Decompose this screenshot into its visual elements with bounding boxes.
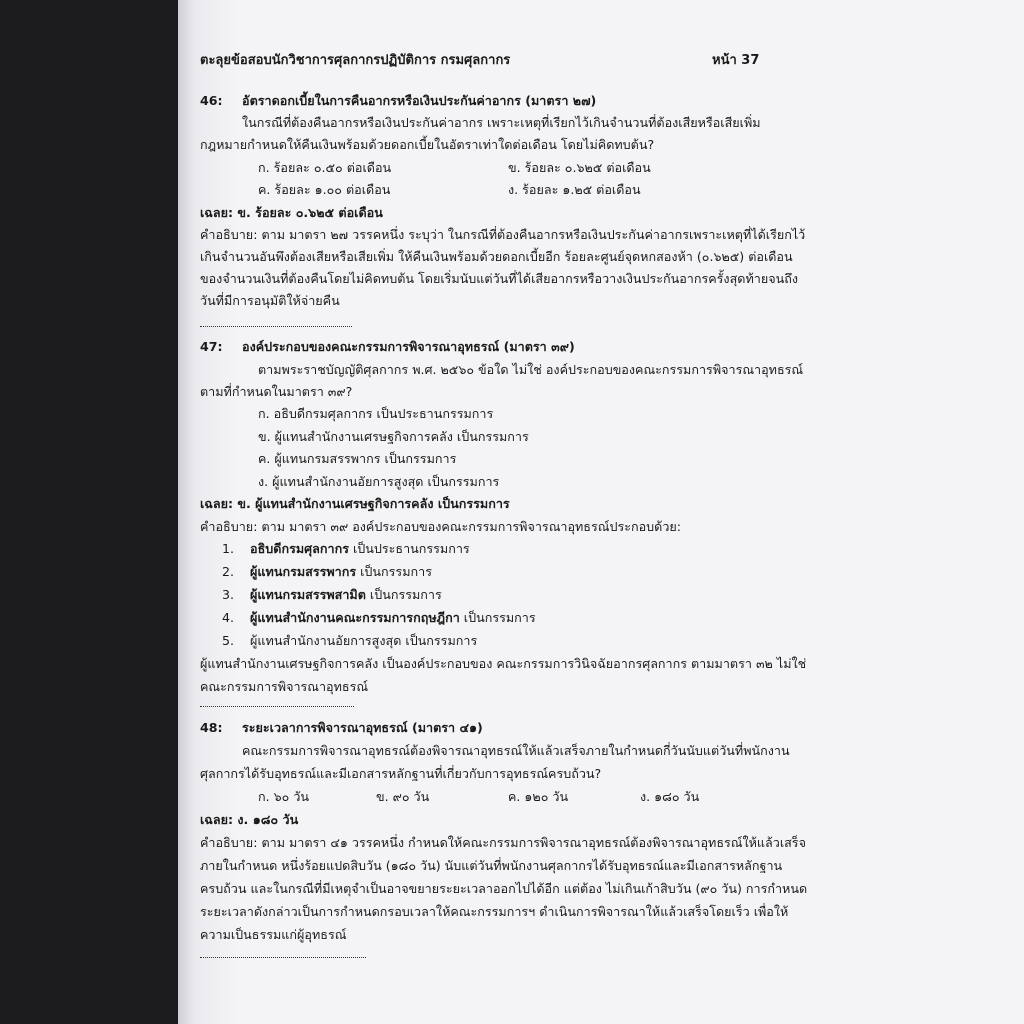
question-47-answer: เฉลย: ข. ผู้แทนสำนักงานเศรษฐกิจการคลัง เป็นกรรมการ (200, 496, 510, 511)
question-47-choice-a: ก. อธิบดีกรมศุลกากร เป็นประธานกรรมการ (258, 406, 494, 421)
member-role: เป็นกรรมการ (356, 564, 432, 579)
page-number: หน้า 37 (712, 53, 760, 68)
member-name: ผู้แทนกรมสรรพากร (250, 564, 357, 579)
question-47-note-line2: คณะกรรมการพิจารณาอุทธรณ์ (200, 679, 369, 694)
member-role: ผู้แทนสำนักงานอัยการสูงสุด เป็นกรรมการ (250, 633, 478, 648)
member-4 (222, 609, 536, 627)
question-46-choice-a: ก. ร้อยละ ๐.๕๐ ต่อเดือน (258, 160, 392, 175)
question-47-choice-c: ค. ผู้แทนกรมสรรพากร เป็นกรรมการ (258, 451, 457, 466)
question-48-answer: เฉลย: ง. ๑๘๐ วัน (200, 812, 299, 827)
section-divider (200, 706, 354, 707)
question-46-stem-line2: กฎหมายกำหนดให้คืนเงินพร้อมด้วยดอกเบี้ยในอัตราเท่าใดต่อเดือน โดยไม่คิดทบต้น? (200, 137, 655, 152)
question-48-stem-line2: ศุลกากรได้รับอุทธรณ์และมีเอกสารหลักฐานที่เกี่ยวกับการอุทธรณ์ครบถ้วน? (200, 766, 602, 781)
member-number: 5. (222, 633, 235, 648)
question-48-explanation-line2: ภายในกำหนด หนึ่งร้อยแปดสิบวัน (๑๘๐ วัน) นับแต่วันที่พนักงานศุลกากรได้รับอุทธรณ์และมีเอกสารหลักฐาน (200, 858, 783, 873)
question-46-choice-b: ข. ร้อยละ ๐.๖๒๕ ต่อเดือน (508, 160, 651, 175)
question-48-explanation-line4: ระยะเวลาดังกล่าวเป็นการกำหนดกรอบเวลาให้คณะกรรมการฯ ดำเนินการพิจารณาให้แล้วเสร็จโดยเร็ว เพื่อให้ (200, 904, 789, 919)
question-46-explanation-line4: วันที่มีการอนุมัติให้จ่ายคืน (200, 293, 340, 308)
question-46-answer: เฉลย: ข. ร้อยละ ๐.๖๒๕ ต่อเดือน (200, 205, 383, 220)
question-48-choice-a: ก. ๖๐ วัน (258, 789, 309, 804)
member-role: เป็นประธานกรรมการ (348, 541, 470, 556)
question-46-choice-d: ง. ร้อยละ ๑.๒๕ ต่อเดือน (508, 182, 641, 197)
member-number: 3. (222, 587, 235, 602)
question-47-explanation-intro: คำอธิบาย: ตาม มาตรา ๓๙ องค์ประกอบของคณะกรรมการพิจารณาอุทธรณ์ประกอบด้วย: (200, 519, 682, 534)
question-46-explanation-line2: เกินจำนวนอันพึงต้องเสียหรือเสียเพิ่ม ให้คืนเงินพร้อมด้วยดอกเบี้ยอีก ร้อยละศูนย์จุดหกสองห้า (๐.๖๒๕) ต่อเดือน (200, 249, 793, 264)
page-header-title: ตะลุยข้อสอบนักวิชาการศุลกากรปฏิบัติการ กรมศุลกากร (200, 53, 511, 68)
question-48-explanation-line5: ความเป็นธรรมแก่ผู้อุทธรณ์ (200, 927, 347, 942)
member-5 (222, 632, 477, 650)
question-46-number: 46: (200, 93, 223, 108)
member-name: อธิบดีกรมศุลกากร (250, 541, 349, 556)
member-number: 4. (222, 610, 235, 625)
member-role: เป็นกรรมการ (459, 610, 536, 625)
question-47-note-line1: ผู้แทนสำนักงานเศรษฐกิจการคลัง เป็นองค์ประกอบของ คณะกรรมการวินิจฉัยอากรศุลกากร ตามมาตรา ๓๒ ไม่ใช่ (200, 656, 807, 671)
question-46-explanation-line3: ของจำนวนเงินที่ต้องคืนโดยไม่คิดทบต้น โดยเริ่มนับแต่วันที่ได้เสียอากรหรือวางเงินประกันอากรครั้งสุดท้ายจนถึง (200, 271, 798, 286)
member-3 (222, 586, 442, 604)
question-48-choice-c: ค. ๑๒๐ วัน (508, 789, 569, 804)
question-47-choice-b: ข. ผู้แทนสำนักงานเศรษฐกิจการคลัง เป็นกรรมการ (258, 429, 529, 444)
question-46-choice-c: ค. ร้อยละ ๑.๐๐ ต่อเดือน (258, 182, 391, 197)
member-name: ผู้แทนกรมสรรพสามิต (250, 587, 366, 602)
member-number: 2. (222, 564, 235, 579)
question-47-choice-d: ง. ผู้แทนสำนักงานอัยการสูงสุด เป็นกรรมการ (258, 474, 500, 489)
member-2 (222, 563, 432, 581)
member-name: ผู้แทนสำนักงานคณะกรรมการกฤษฎีกา (250, 610, 460, 625)
member-role: เป็นกรรมการ (365, 587, 442, 602)
question-48-stem-line1: คณะกรรมการพิจารณาอุทธรณ์ต้องพิจารณาอุทธรณ์ให้แล้วเสร็จภายในกำหนดกี่วันนับแต่วันที่พนักงาน (242, 743, 790, 758)
question-48-explanation-line3: ครบถ้วน และในกรณีที่มีเหตุจำเป็นอาจขยายระยะเวลาออกไปได้อีก แต่ต้อง ไม่เกินเก้าสิบวัน (๙๐ วัน) การกำหนด (200, 881, 808, 896)
question-46-title: อัตราดอกเบี้ยในการคืนอากรหรือเงินประกันค่าอากร (มาตรา ๒๗) (242, 93, 597, 108)
section-divider (200, 957, 366, 958)
member-number: 1. (222, 541, 235, 556)
question-48-choice-d: ง. ๑๘๐ วัน (640, 789, 700, 804)
section-divider (200, 326, 352, 327)
document-page (178, 0, 1024, 1024)
member-1 (222, 540, 470, 558)
question-48-explanation-line1: คำอธิบาย: ตาม มาตรา ๔๑ วรรคหนึ่ง กำหนดให้คณะกรรมการพิจารณาอุทธรณ์ต้องพิจารณาอุทธรณ์ให้แล้วเสร็จ (200, 835, 806, 850)
question-46-stem-line1: ในกรณีที่ต้องคืนอากรหรือเงินประกันค่าอากร เพราะเหตุที่เรียกไว้เกินจำนวนที่ต้องเสียหรือเสียเพิ่ม (242, 115, 761, 130)
question-47-stem-line1: ตามพระราชบัญญัติศุลกากร พ.ศ. ๒๕๖๐ ข้อใด ไม่ใช่ องค์ประกอบของคณะกรรมการพิจารณาอุทธรณ์ (258, 362, 804, 377)
question-48-choice-b: ข. ๙๐ วัน (376, 789, 430, 804)
question-47-stem-line2: ตามที่กำหนดในมาตรา ๓๙? (200, 384, 353, 399)
question-48-title: ระยะเวลาการพิจารณาอุทธรณ์ (มาตรา ๔๑) (242, 720, 483, 735)
question-48-number: 48: (200, 720, 223, 735)
question-47-number: 47: (200, 339, 223, 354)
question-47-title: องค์ประกอบของคณะกรรมการพิจารณาอุทธรณ์ (มาตรา ๓๙) (242, 339, 575, 354)
question-46-explanation-line1: คำอธิบาย: ตาม มาตรา ๒๗ วรรคหนึ่ง ระบุว่า ในกรณีที่ต้องคืนอากรหรือเงินประกันค่าอากรเพราะเหตุที่ได้เรียกไว้ (200, 227, 806, 242)
